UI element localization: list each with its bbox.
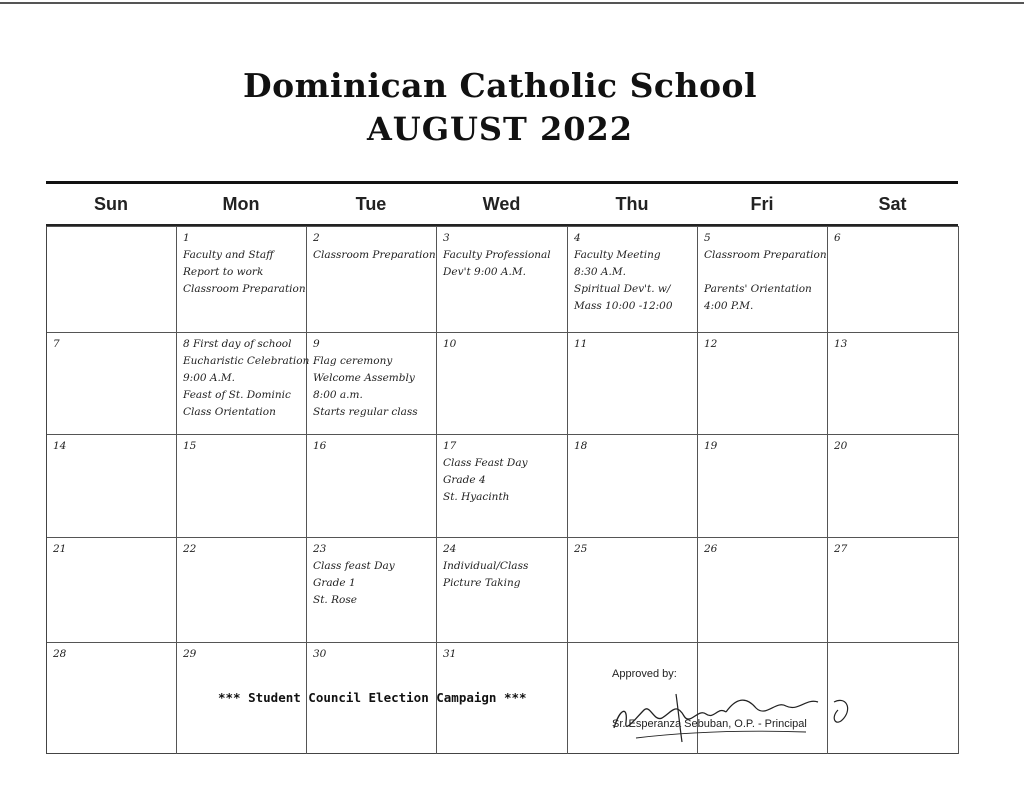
day-number: 4: [574, 232, 581, 244]
event-line: St. Hyacinth: [443, 491, 510, 503]
event-line: Starts regular class: [313, 406, 418, 418]
day-number: 23: [313, 543, 327, 555]
weekday-label-fri: Fri: [750, 194, 774, 214]
day-number: 28: [53, 648, 67, 660]
event-line: Parents' Orientation: [704, 283, 812, 295]
day-cell: [568, 226, 698, 332]
event-line: 4:00 P.M.: [704, 300, 754, 312]
day-number: 14: [53, 440, 67, 452]
event-line: Mass 10:00 -12:00: [574, 300, 673, 312]
day-cell: [568, 332, 698, 434]
day-number: 5: [704, 232, 711, 244]
day-number: 10: [443, 338, 457, 350]
event-line: 9:00 A.M.: [183, 372, 235, 384]
day-number: 1: [183, 232, 190, 244]
signatory-name: Sr. Esperanza Sebuban, O.P. - Principal: [612, 718, 807, 730]
day-number: 25: [574, 543, 588, 555]
signature-scribble: [606, 688, 856, 744]
day-cell: [307, 434, 437, 537]
event-line: Eucharistic Celebration: [183, 355, 310, 367]
event-line: Picture Taking: [443, 577, 521, 589]
campaign-note: *** Student Council Election Campaign ***: [218, 690, 527, 705]
day-number: 22: [183, 543, 197, 555]
event-line: Classroom Preparation: [183, 283, 306, 295]
day-cell: [177, 434, 307, 537]
day-number: 21: [53, 543, 67, 555]
event-line: Flag ceremony: [313, 355, 393, 367]
event-line: Feast of St. Dominic: [183, 389, 291, 401]
event-line: Classroom Preparation: [313, 249, 436, 261]
day-number: 31: [443, 648, 457, 660]
day-cell: [828, 434, 959, 537]
day-number: 17: [443, 440, 457, 452]
day-cell: [307, 537, 437, 642]
day-number: 9: [313, 338, 320, 350]
approved-label: Approved by:: [612, 668, 677, 680]
day-number: 2: [313, 232, 320, 244]
weekday-label-thu: Thu: [615, 194, 649, 214]
day-cell: [47, 642, 177, 754]
day-number: 12: [704, 338, 718, 350]
day-number: 6: [834, 232, 841, 244]
weekday-label-tue: Tue: [355, 194, 387, 214]
day-number: 8 First day of school: [183, 338, 292, 350]
school-name: Dominican Catholic School: [242, 66, 758, 105]
event-line: Class Feast Day: [443, 457, 528, 469]
event-line: 8:30 A.M.: [574, 266, 626, 278]
event-line: Spiritual Dev't. w/: [574, 283, 671, 295]
event-line: Dev't 9:00 A.M.: [443, 266, 526, 278]
day-number: 29: [183, 648, 197, 660]
day-cell: [828, 537, 959, 642]
day-cell: [437, 332, 568, 434]
day-cell: [698, 332, 828, 434]
day-cell: [828, 226, 959, 332]
day-cell: [698, 537, 828, 642]
day-number: 3: [443, 232, 450, 244]
day-cell: [568, 537, 698, 642]
day-cell: [177, 226, 307, 332]
day-number: 20: [834, 440, 848, 452]
day-number: 24: [443, 543, 457, 555]
event-line: Classroom Preparation: [704, 249, 827, 261]
day-cell: [47, 332, 177, 434]
event-line: Class Orientation: [183, 406, 276, 418]
day-cell: [437, 226, 568, 332]
day-number: 18: [574, 440, 588, 452]
event-line: Faculty Meeting: [574, 249, 661, 261]
day-number: 26: [704, 543, 718, 555]
day-cell: [828, 332, 959, 434]
day-cell: [47, 434, 177, 537]
day-number: 30: [313, 648, 327, 660]
day-number: 7: [53, 338, 60, 350]
day-cell: [47, 537, 177, 642]
day-cell: [437, 537, 568, 642]
page-top-rule: [0, 2, 1024, 4]
event-line: Grade 1: [313, 577, 356, 589]
event-line: Grade 4: [443, 474, 486, 486]
weekday-header: [46, 184, 958, 224]
event-line: Class feast Day: [313, 560, 395, 572]
day-number: 27: [834, 543, 848, 555]
event-line: Report to work: [183, 266, 264, 278]
event-line: Welcome Assembly: [313, 372, 415, 384]
weekday-label-sat: Sat: [878, 194, 907, 214]
calendar-grid: [46, 226, 958, 754]
day-cell: [698, 434, 828, 537]
day-cell: [177, 332, 310, 434]
weekday-label-mon: Mon: [222, 194, 260, 214]
day-cell: [568, 434, 698, 537]
month-title: AUGUST 2022: [366, 110, 634, 148]
day-cell: [307, 332, 437, 434]
event-line: Faculty and Staff: [183, 249, 274, 261]
day-number: 19: [704, 440, 718, 452]
event-line: 8:00 a.m.: [313, 389, 363, 401]
day-number: 16: [313, 440, 327, 452]
day-cell: [698, 226, 828, 332]
day-cell: [177, 537, 307, 642]
day-cell: [307, 226, 437, 332]
day-cell: [47, 226, 177, 332]
weekday-label-sun: Sun: [94, 194, 128, 214]
day-cell: [437, 434, 568, 537]
day-number: 15: [183, 440, 197, 452]
event-line: [704, 264, 821, 281]
event-line: St. Rose: [313, 594, 357, 606]
day-number: 11: [574, 338, 588, 350]
day-number: 13: [834, 338, 848, 350]
weekday-label-wed: Wed: [482, 194, 521, 214]
event-line: Individual/Class: [443, 560, 529, 572]
event-line: Faculty Professional: [443, 249, 551, 261]
